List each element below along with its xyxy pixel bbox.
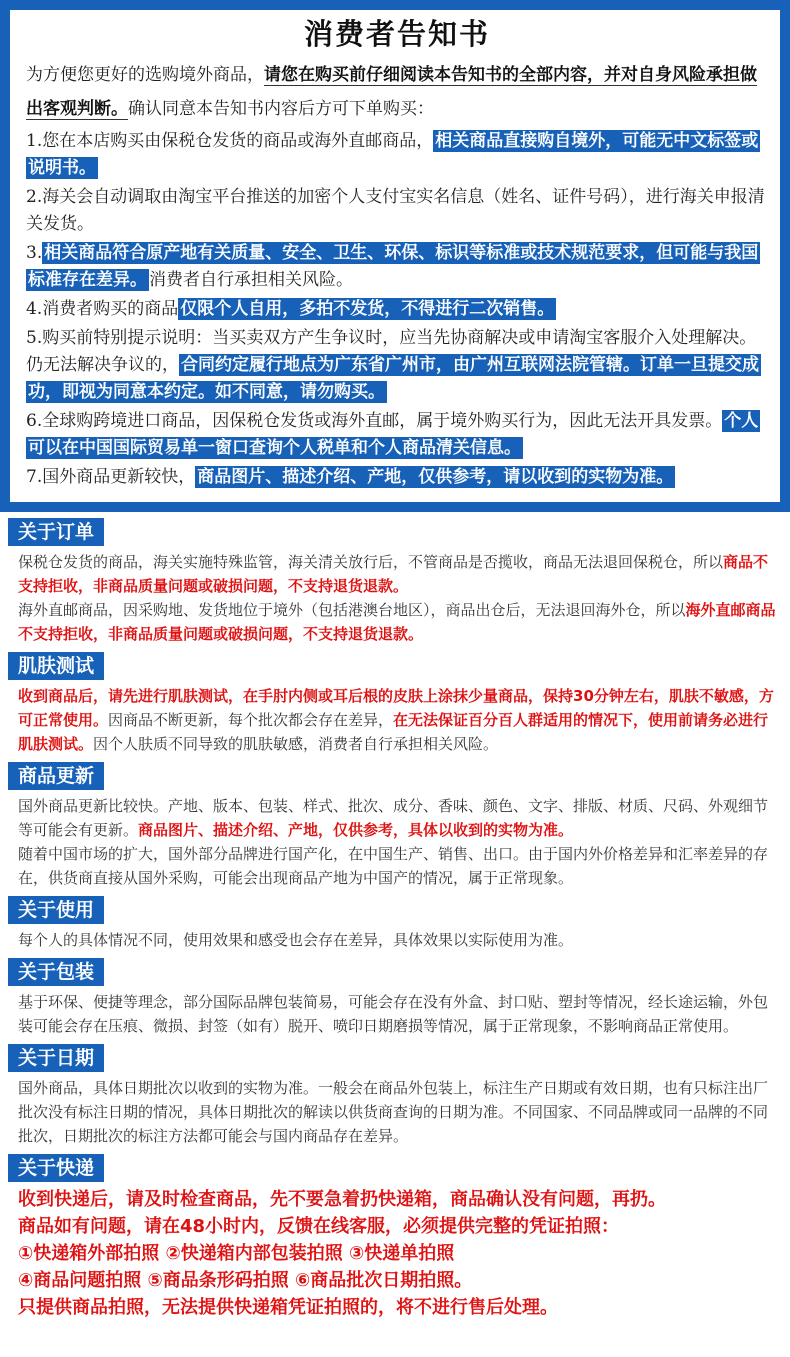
notice-item-1: 1.您在本店购买由保税仓发货的商品或海外直邮商品， 相关商品直接购自境外，可能无中文标签或说明书。 [26,131,759,178]
section-body-usage: 每个人的具体情况不同，使用效果和感受也会存在差异，具体效果以实际使用为准。 [18,931,574,949]
express-line: 商品如有问题，请在48小时内，反馈在线客服，必须提供完整的凭证拍照： [18,1216,620,1237]
section-body-date: 国外商品，具体日期批次以收到的实物为准。一般会在商品外包装上，标注生产日期或有效日期，也有只标注出厂批次没有标注日期的情况，具体日期批次的解读以供货商查询的日期为准。不同国家、不同品牌或同一品牌的不同批次，日期批次的标注方法都可能会与国内商品存在差异。 [18,1079,769,1145]
section-body-order: 保税仓发货的商品，海关实施特殊监管，海关清关放行后，不管商品是否揽收，商品无法退回保税仓，所以商品不支持拒收，非商品质量问题或破损问题，不支持退货退款。 海外直邮商品，因采购地、发货地位于境外（包括港澳台地区），商品出仓后，无法退回海外仓，所以海外直邮商品不支持拒收，非商品质量问题或破损问题，不支持退货退款。 [18,553,776,643]
notice-item-7: 7.国外商品更新较快， 商品图片、描述介绍、产地，仅供参考，请以收到的实物为准。 [26,467,674,487]
policy-sections [0,512,790,1321]
consumer-notice-panel [0,0,790,512]
section-header-usage: 关于使用 [8,896,104,924]
section-body-skin: 收到商品后，请先进行肌肤测试，在手肘内侧或耳后根的皮肤上涂抹少量商品，保持30分钟左右，肌肤不敏感，方可正常使用。因商品不断更新，每个批次都会存在差异，在无法保证百分百人群适用的情况下，使用前请务必进行肌肤测试。因个人肤质不同导致的肌肤敏感，消费者自行承担相关风险。 [18,687,774,753]
section-body-update: 国外商品更新比较快。产地、版本、包装、样式、批次、成分、香味、颜色、文字、排版、材质、尺码、外观细节等可能会有更新。商品图片、描述介绍、产地，仅供参考，具体以收到的实物为准。 随着中国市场的扩大，国外部分品牌进行国产化，在中国生产、销售、出口。由于国内外价格差异和汇率差异的存在，供货商直接从国外采购，可能会出现商品产地为中国产的情况，属于正常现象。 [18,797,769,887]
express-line: ④商品问题拍照 ⑤商品条形码拍照 ⑥商品批次日期拍照。 [18,1270,473,1291]
express-line: 只提供商品拍照，无法提供快递箱凭证拍照的，将不进行售后处理。 [18,1297,558,1318]
section-header-skin: 肌肤测试 [8,652,104,680]
section-body-express [0,1182,790,1321]
notice-title: 消费者告知书 [303,17,490,51]
express-line: 收到快递后，请及时检查商品，先不要急着扔快递箱，商品确认没有问题，再扔。 [18,1189,666,1210]
notice-item-3: 3. 相关商品符合原产地有关质量、安全、卫生、环保、标识等标准或技术规范要求，但可能与我国标准存在差异。 消费者自行承担相关风险。 [26,243,759,290]
section-header-update: 商品更新 [8,762,104,790]
notice-item-5: 5.购买前特别提示说明：当买卖双方产生争议时，应当先协商解决或申请淘宝客服介入处理解决。仍无法解决争议的， 合同约定履行地点为广东省广州市，由广州互联网法院管辖。订单一旦提交成功，即视为同意本约定。如不同意，请勿购买。 [26,328,759,402]
notice-intro: 为方便您更好的选购境外商品，请您在购买前仔细阅读本告知书的全部内容，并对自身风险承担做出客观判断。确认同意本告知书内容后方可下单购买： [26,65,757,119]
section-header-date: 关于日期 [8,1044,104,1072]
section-header-order: 关于订单 [8,518,104,546]
notice-item-4: 4.消费者购买的商品 仅限个人自用，多拍不发货，不得进行二次销售。 [26,299,555,319]
section-header-express: 关于快递 [8,1154,104,1182]
express-line: ①快递箱外部拍照 ②快递箱内部包装拍照 ③快递单拍照 [18,1243,455,1264]
section-header-packaging: 关于包装 [8,958,104,986]
notice-item-6: 6.全球购跨境进口商品，因保税仓发货或海外直邮，属于境外购买行为，因此无法开具发票。 个人可以在中国国际贸易单一窗口查询个人税单和个人商品清关信息。 [26,411,759,458]
section-body-packaging: 基于环保、便捷等理念，部分国际品牌包装简易，可能会存在没有外盒、封口贴、塑封等情况，经长途运输，外包装可能会存在压痕、微损、封签（如有）脱开、喷印日期磨损等情况，属于正常现象，不影响商品正常使用。 [18,993,769,1035]
notice-item-2: 2.海关会自动调取由淘宝平台推送的加密个人支付宝实名信息（姓名、证件号码），进行海关申报清关发货。 [26,187,765,234]
